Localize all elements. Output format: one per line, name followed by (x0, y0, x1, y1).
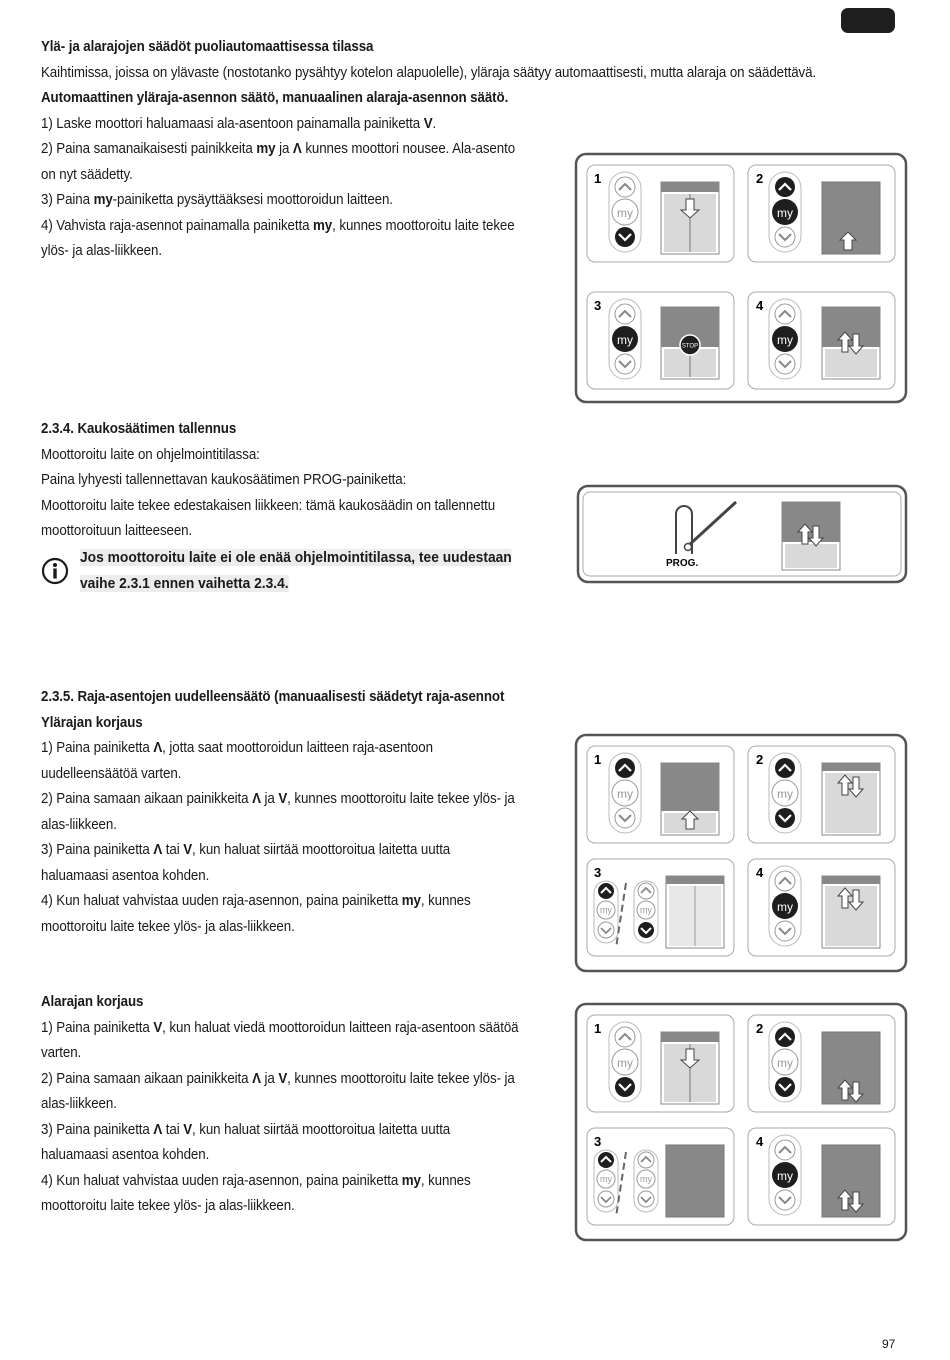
remote-control-icon (769, 753, 801, 833)
section-title: 2.3.5. Raja-asentojen uudelleensäätö (manuaalisesti säädetyt raja-asennot (41, 689, 505, 705)
section-remote-save (41, 417, 495, 545)
page-tab (841, 8, 895, 33)
step-4-cont: moottoroitu laite tekee ylös- ja alas-liikkeen. (41, 918, 295, 935)
step-2-cont: alas-liikkeen. (41, 1096, 117, 1112)
svg-text:my: my (617, 333, 633, 347)
step-number: 2 (756, 171, 764, 186)
window-blind-icon (661, 182, 719, 254)
step-3-cont: haluamaasi asentoa kohden. (41, 867, 210, 884)
svg-text:my: my (777, 333, 793, 347)
svg-text:my: my (600, 905, 612, 915)
step-1: 1) Paina painiketta V, kun haluat viedä moottoroidun laitteen raja-asentoon säätöä (41, 1019, 519, 1036)
subsection-title: Alarajan korjaus (41, 994, 144, 1010)
step-number: 1 (594, 752, 602, 767)
window-blind-icon (822, 876, 880, 948)
step-1: 1) Paina painiketta Λ, jotta saat moottoroidun laitteen raja-asentoon (41, 740, 433, 756)
note-line-2: vaihe 2.3.1 ennen vaihetta 2.3.4. (80, 575, 289, 592)
step-4: 4) Kun haluat vahvistaa uuden raja-asennon, paina painiketta my, kunnes (41, 893, 471, 909)
step-2: 2) Paina samaan aikaan painikkeita Λ ja V, kunnes moottoroitu laite tekee ylös- ja (41, 1070, 515, 1087)
remote-control-icon (609, 172, 641, 252)
window-blind-icon (822, 1145, 880, 1217)
window-blind-icon (661, 1032, 719, 1104)
window-blind-icon (822, 182, 880, 254)
window-blind-icon (822, 307, 880, 379)
step-3-cont: haluamaasi asentoa kohden. (41, 1147, 210, 1163)
step-1-cont: varten. (41, 1045, 82, 1061)
step-1: 1) Laske moottori haluamaasi ala-asentoon painamalla painiketta V. (41, 115, 437, 132)
figure-prog-button (576, 484, 908, 584)
note-line-1: Jos moottoroitu laite ei ole enää ohjelmointitilassa, tee uudestaan (80, 549, 512, 566)
step-3: 3) Paina painiketta Λ tai V, kun haluat siirtää moottoroitua laitetta uutta (41, 1121, 451, 1138)
section-readjust (41, 685, 515, 940)
window-blind-icon (661, 307, 719, 379)
step-number: 4 (756, 1134, 764, 1149)
text-line: Paina lyhyesti tallennettavan kaukosäätimen PROG-painiketta: (41, 472, 407, 488)
step-3: 3) Paina painiketta Λ tai V, kun haluat siirtää moottoroitua laitetta uutta (41, 842, 451, 858)
window-blind-icon (782, 502, 840, 570)
remote-control-icon (769, 866, 801, 946)
svg-text:my: my (777, 1056, 793, 1070)
prog-label: PROG. (666, 558, 699, 569)
svg-text:my: my (777, 900, 793, 914)
svg-text:my: my (600, 1174, 612, 1184)
step-number: 2 (756, 1021, 764, 1036)
svg-text:my: my (777, 1169, 793, 1183)
step-3: 3) Paina my-painiketta pysäyttääksesi moottoroidun laitteen. (41, 192, 393, 208)
step-number: 3 (594, 865, 602, 880)
step-2-cont: alas-liikkeen. (41, 816, 117, 833)
svg-text:my: my (640, 1174, 652, 1184)
remote-control-icon (609, 753, 641, 833)
remote-control-icon (594, 1150, 618, 1212)
subsection-title: Ylärajan korjaus (41, 714, 143, 731)
svg-text:my: my (777, 787, 793, 801)
step-number: 3 (594, 298, 602, 313)
page-number: 97 (882, 1337, 896, 1351)
window-blind-icon (666, 876, 724, 948)
intro-text: Kaihtimissa, joissa on ylävaste (nostotanko pysähtyy kotelon alapuolelle), yläraja säätyy automaattisesti, mutta alaraja on säädettävä. (41, 64, 817, 81)
remote-control-icon (609, 1022, 641, 1102)
remote-control-icon (769, 299, 801, 379)
svg-text:my: my (777, 206, 793, 220)
figure-lower-limit-steps (574, 1002, 908, 1242)
step-4: 4) Vahvista raja-asennot painamalla painiketta my, kunnes moottoroitu laite tekee (41, 217, 515, 234)
figure-semiauto-steps (574, 152, 908, 404)
step-4-cont: moottoroitu laite tekee ylös- ja alas-liikkeen. (41, 1198, 295, 1214)
step-2-cont: on nyt säädetty. (41, 166, 133, 183)
section-title: 2.3.4. Kaukosäätimen tallennus (41, 421, 237, 437)
step-number: 1 (594, 1021, 602, 1036)
remote-control-icon (769, 1135, 801, 1215)
step-1-cont: uudelleensäätöä varten. (41, 765, 182, 782)
subtitle: Automaattinen yläraja-asennon säätö, manuaalinen alaraja-asennon säätö. (41, 90, 509, 106)
remote-control-icon (634, 881, 658, 943)
remote-control-icon (769, 172, 801, 252)
step-number: 2 (756, 752, 764, 767)
svg-text:my: my (640, 905, 652, 915)
window-blind-icon (661, 763, 719, 835)
remote-control-icon (634, 1150, 658, 1212)
info-icon (41, 557, 69, 585)
svg-text:my: my (617, 206, 633, 220)
svg-text:my: my (617, 787, 633, 801)
step-4-cont: ylös- ja alas-liikkeen. (41, 243, 162, 259)
section-lower-limit (41, 990, 518, 1220)
text-line: Moottoroitu laite tekee edestakaisen liikkeen: tämä kaukosäädin on tallennettu (41, 497, 496, 514)
remote-control-icon (609, 299, 641, 379)
remote-control-icon (769, 1022, 801, 1102)
step-2: 2) Paina samanaikaisesti painikkeita my ja Λ kunnes moottori nousee. Ala-asento (41, 141, 516, 157)
section-title: Ylä- ja alarajojen säädöt puoliautomaattisessa tilassa (41, 39, 374, 55)
remote-control-icon (594, 881, 618, 943)
window-blind-icon (666, 1145, 724, 1217)
step-number: 4 (756, 865, 764, 880)
window-blind-icon (822, 763, 880, 835)
stop-icon: STOP (681, 343, 699, 350)
svg-text:my: my (617, 1056, 633, 1070)
window-blind-icon (822, 1032, 880, 1104)
step-number: 4 (756, 298, 764, 313)
step-2: 2) Paina samaan aikaan painikkeita Λ ja V, kunnes moottoroitu laite tekee ylös- ja (41, 791, 515, 807)
figure-upper-limit-steps (574, 733, 908, 973)
step-number: 3 (594, 1134, 602, 1149)
text-line: moottoroituun laitteeseen. (41, 523, 193, 539)
text-line: Moottoroitu laite on ohjelmointitilassa: (41, 446, 260, 463)
step-4: 4) Kun haluat vahvistaa uuden raja-asennon, paina painiketta my, kunnes (41, 1172, 471, 1189)
step-number: 1 (594, 171, 602, 186)
